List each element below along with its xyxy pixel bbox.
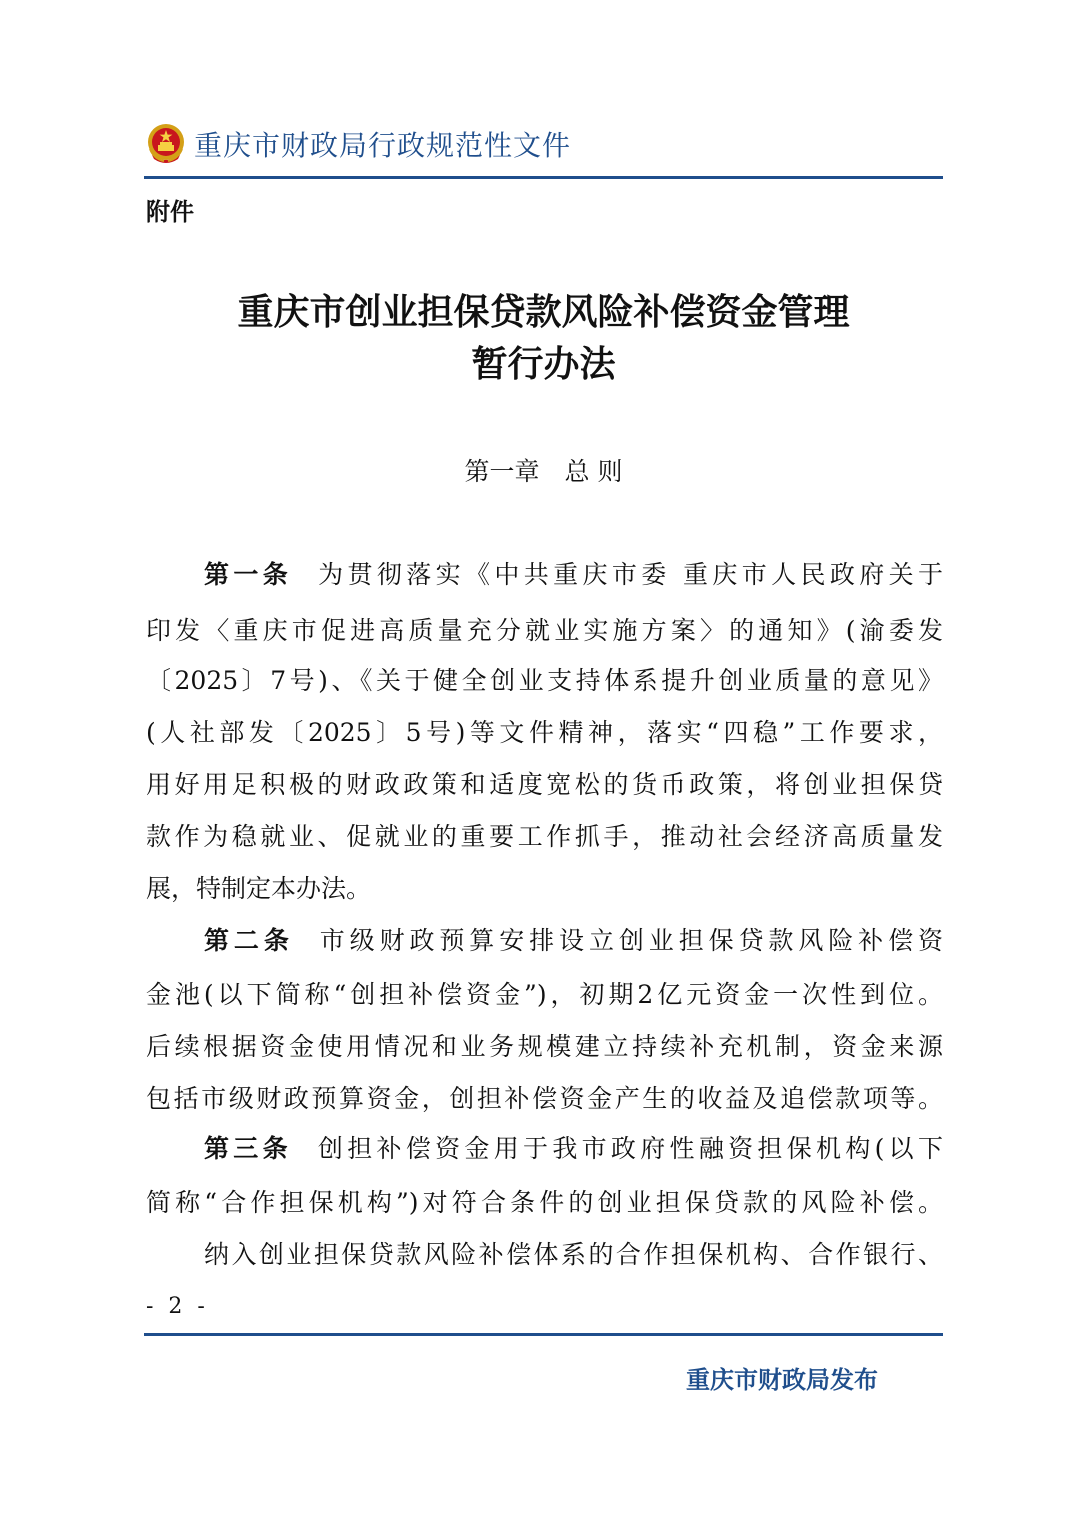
article-1-label: 第一条 (204, 560, 293, 589)
article-2-line-4: 包括市级财政预算资金，创担补偿资金产生的收益及追偿款项等。 (146, 1084, 943, 1113)
page-number: - 2 - (146, 1294, 209, 1319)
document-header (146, 118, 571, 170)
document-title-line-1: 重庆市创业担保贷款风险补偿资金管理 (237, 291, 850, 333)
paragraph-4-line-1: 纳入创业担保贷款风险补偿体系的合作担保机构、合作银行、 (204, 1240, 943, 1269)
article-2-line-1: 第二条 市级财政预算安排设立创业担保贷款风险补偿资 (204, 926, 943, 955)
header-divider (144, 176, 943, 179)
article-1-line-5: 用好用足积极的财政政策和适度宽松的货币政策，将创业担保贷 (146, 770, 943, 799)
attachment-label: 附件 (146, 198, 194, 226)
article-1-line-2: 印发〈重庆市促进高质量充分就业实施方案〉的通知》(渝委发 (146, 616, 943, 645)
article-3-line-2: 简称“合作担保机构”)对符合条件的创业担保贷款的风险补偿。 (146, 1188, 943, 1217)
publisher-label: 重庆市财政局发布 (686, 1366, 878, 1394)
article-2-line-3: 后续根据资金使用情况和业务规模建立持续补充机制，资金来源 (146, 1032, 943, 1061)
article-3-line-1: 第三条 创担补偿资金用于我市政府性融资担保机构(以下 (204, 1134, 943, 1163)
article-1-line-3: 〔2025〕7号)、《关于健全创业支持体系提升创业质量的意见》 (146, 666, 943, 695)
article-1-line-7: 展，特制定本办法。 (146, 874, 372, 903)
article-1-line-6: 款作为稳就业、促就业的重要工作抓手，推动社会经济高质量发 (146, 822, 943, 851)
article-1-line-4: (人社部发〔2025〕5号)等文件精神，落实“四稳”工作要求， (146, 718, 943, 747)
footer-divider (144, 1333, 943, 1336)
header-title: 重庆市财政局行政规范性文件 (194, 129, 572, 162)
national-emblem-icon (146, 121, 186, 167)
article-2-label: 第二条 (204, 926, 294, 955)
article-3-label: 第三条 (204, 1134, 292, 1163)
article-2-line-2: 金池(以下简称“创担补偿资金”)，初期2亿元资金一次性到位。 (146, 980, 943, 1009)
chapter-heading: 第一章 总 则 (464, 457, 623, 486)
article-1-line-1: 第一条 为贯彻落实《中共重庆市委 重庆市人民政府关于 (204, 560, 943, 589)
document-title-line-2: 暂行办法 (471, 343, 616, 385)
